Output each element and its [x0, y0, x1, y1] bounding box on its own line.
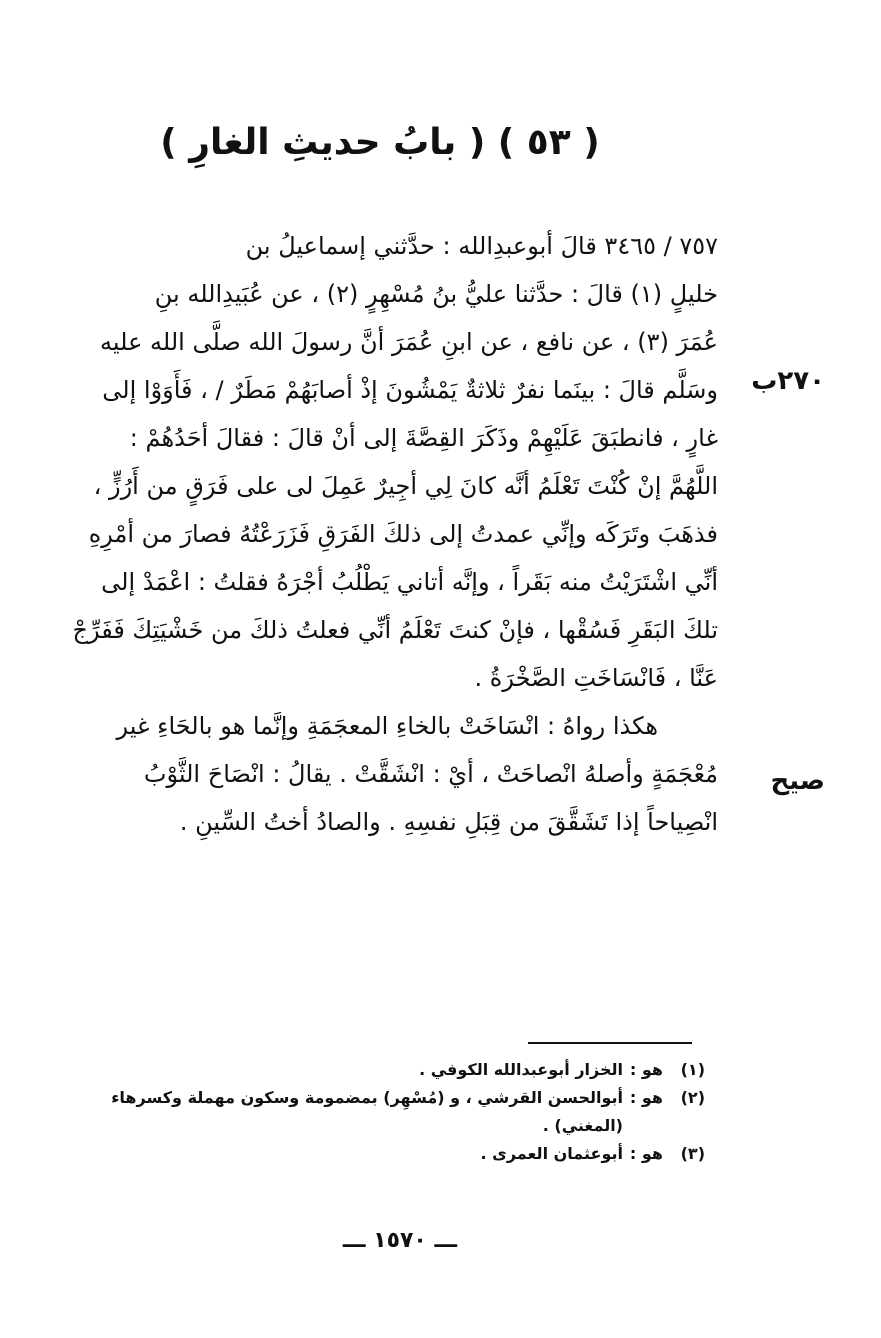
footnote-number: (١)	[680, 1060, 705, 1079]
footnote-label: هو :	[629, 1144, 663, 1163]
footnote-number: (٣)	[680, 1144, 705, 1163]
text-line: غارٍ ، فانطبَقَ عَلَيْهِمْ وذَكَرَ القِصَّةَ إلى أنْ قالَ : فقالَ أحَدُهُمْ :	[129, 424, 718, 452]
footnote-text: أبوالحسن القرشي ، و (مُسْهِر) بمضمومة وسكون مهملة وكسرهاء	[111, 1088, 623, 1107]
text-line: أنِّي اشْتَرَيْتُ منه بَقَراً ، وإنَّه أتاني يَطْلُبُ أجْرَهُ فقلتُ : اعْمَدْ إلى	[101, 568, 718, 596]
text-line: هكذا رواهُ : انْسَاخَتْ بالخاءِ المعجَمَةِ وإنَّما هو بالحَاءِ غير	[116, 712, 658, 740]
footnote-separator	[528, 1042, 692, 1044]
footnote-text: أبوعثمان العمرى .	[480, 1144, 623, 1163]
chapter-title: ( ٥٣ ) ( بابُ حديثِ الغارِ )	[160, 122, 600, 163]
text-line: عَنَّا ، فَانْسَاخَتِ الصَّخْرَةُ .	[474, 664, 718, 692]
correction-note: صيح	[770, 766, 825, 796]
text-line: انْصِياحاً إذا تَشَقَّقَ من قِبَلِ نفسِهِ . والصادُ أختُ السِّينِ .	[179, 808, 718, 836]
text-line: ٧٥٧ / ٣٤٦٥ قالَ أبوعبدِالله : حدَّثني إسماعيلُ بن	[245, 232, 718, 260]
footnotes	[40, 1056, 705, 1168]
text-line: وسَلَّم قالَ : بينَما نفرٌ ثلاثةٌ يَمْشُونَ إذْ أصابَهُمْ مَطَرٌ / ، فَأَوَوْا إلى	[102, 376, 718, 404]
text-line: خليلٍ (١) قالَ : حدَّثنا عليُّ بنُ مُسْهِرٍ (٢) ، عن عُبَيدِالله بنِ	[154, 280, 718, 308]
footnote-label: هو :	[629, 1088, 663, 1107]
footnote	[40, 1084, 705, 1112]
footnote	[40, 1140, 705, 1168]
text-line: اللَّهُمَّ إنْ كُنْتَ تَعْلَمُ أنَّه كانَ لِي أجِيرٌ عَمِلَ لى على فَرَقٍ من أَرُزٍّ ،	[93, 472, 718, 500]
footnote	[40, 1056, 705, 1084]
text-line: مُعْجَمَةٍ وأصلهُ انْصاحَتْ ، أيْ : انْشَقَّتْ . يقالُ : انْصَاحَ الثَّوْبُ	[143, 760, 718, 788]
text-line: عُمَرَ (٣) ، عن نافع ، عن ابنِ عُمَرَ أنَّ رسولَ الله صلَّى الله عليه	[100, 328, 718, 356]
footnote-continuation: (المغني) .	[542, 1116, 623, 1135]
text-line: تلكَ البَقَرِ فَسُقْها ، فإنْ كنتَ تَعْلَمُ أنِّي فعلتُ ذلكَ من خَشْيَتِكَ فَفَرِّجْ	[72, 616, 718, 644]
footnote-text: الخزار أبوعبدالله الكوفي .	[419, 1060, 623, 1079]
footnote-number: (٢)	[680, 1088, 705, 1107]
text-line: فذهَبَ وتَرَكَه وإنِّي عمدتُ إلى ذلكَ الفَرَقِ فَزَرَعْتُهُ فصارَ من أمْرِهِ	[88, 520, 718, 548]
footnote-label: هو :	[629, 1060, 663, 1079]
hadith-text	[38, 222, 718, 846]
folio-marker: ٢٧٠ب	[751, 366, 825, 396]
page-number: ـــ ١٥٧٠ ـــ	[342, 1228, 458, 1253]
